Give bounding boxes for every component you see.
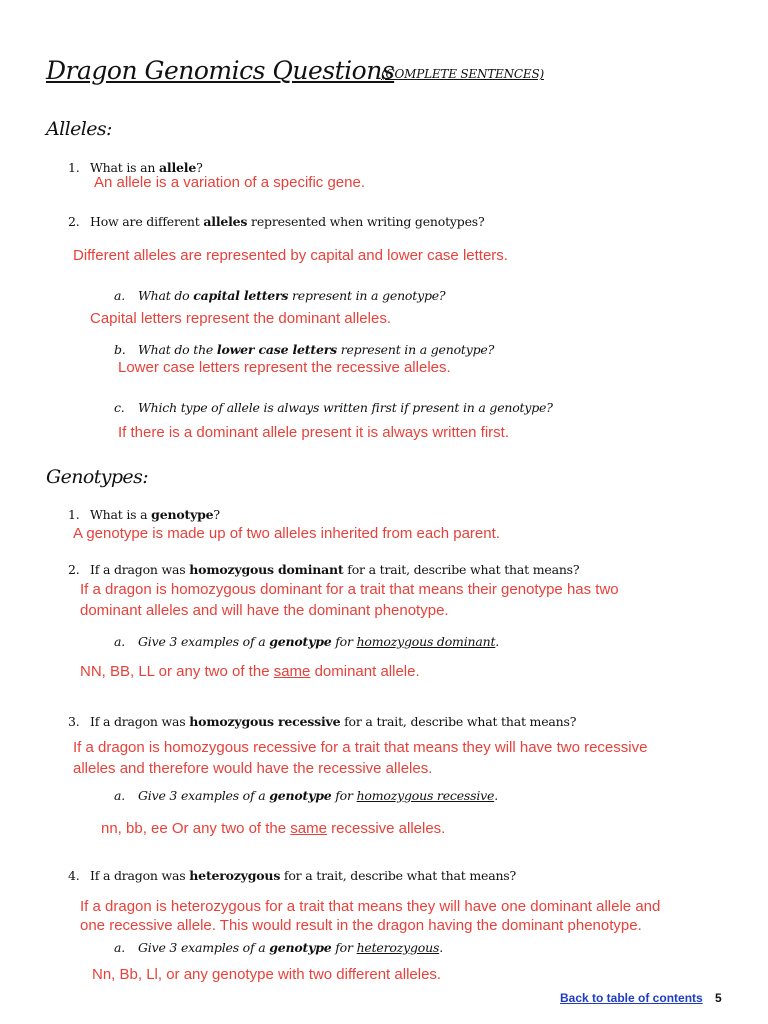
question-genotype-2: 2. If a dragon was homozygous dominant for a trait, describe what that means? bbox=[68, 562, 580, 577]
question-allele-2b: b. What do the lower case letters represent in a genotype? bbox=[114, 342, 495, 357]
section-heading-alleles: Alleles: bbox=[46, 118, 112, 140]
question-genotype-4: 4. If a dragon was heterozygous for a trait, describe what that means? bbox=[68, 868, 517, 883]
page-subtitle: (COMPLETE SENTENCES) bbox=[381, 67, 544, 81]
question-genotype-4a: a. Give 3 examples of a genotype for heterozygous. bbox=[114, 940, 443, 955]
answer-genotype-3a: nn, bb, ee Or any two of the same recessive alleles. bbox=[101, 820, 446, 837]
answer-allele-2a: Capital letters represent the dominant alleles. bbox=[90, 310, 391, 327]
question-genotype-3: 3. If a dragon was homozygous recessive for a trait, describe what that means? bbox=[68, 714, 577, 729]
answer-genotype-1: A genotype is made up of two alleles inherited from each parent. bbox=[73, 525, 500, 542]
question-genotype-1: 1. What is a genotype? bbox=[68, 507, 220, 522]
page-title: Dragon Genomics Questions bbox=[46, 56, 395, 85]
answer-genotype-2a: NN, BB, LL or any two of the same dominant allele. bbox=[80, 663, 420, 680]
question-genotype-3a: a. Give 3 examples of a genotype for homozygous recessive. bbox=[114, 788, 498, 803]
answer-genotype-2-line2: dominant alleles and will have the dominant phenotype. bbox=[80, 602, 449, 619]
answer-genotype-3-line1: If a dragon is homozygous recessive for a trait that means they will have two recessive bbox=[73, 739, 648, 756]
answer-allele-2c: If there is a dominant allele present it is always written first. bbox=[118, 424, 509, 441]
answer-genotype-3-line2: alleles and therefore would have the recessive alleles. bbox=[73, 760, 433, 777]
question-genotype-2a: a. Give 3 examples of a genotype for homozygous dominant. bbox=[114, 634, 500, 649]
answer-genotype-4-line2: one recessive allele. This would result in the dragon having the dominant phenotype. bbox=[80, 917, 642, 934]
question-allele-2c: c. Which type of allele is always written first if present in a genotype? bbox=[114, 400, 553, 415]
answer-allele-1: An allele is a variation of a specific gene. bbox=[94, 174, 365, 191]
question-allele-2a: a. What do capital letters represent in a genotype? bbox=[114, 288, 446, 303]
answer-allele-2: Different alleles are represented by capital and lower case letters. bbox=[73, 247, 508, 264]
answer-genotype-4-line1: If a dragon is heterozygous for a trait that means they will have one dominant allele and bbox=[80, 898, 661, 915]
back-to-toc-link[interactable]: Back to table of contents bbox=[560, 991, 703, 1005]
question-allele-2: 2. How are different alleles represented when writing genotypes? bbox=[68, 214, 485, 229]
answer-allele-2b: Lower case letters represent the recessive alleles. bbox=[118, 359, 451, 376]
section-heading-genotypes: Genotypes: bbox=[46, 466, 149, 488]
answer-genotype-4a: Nn, Bb, Ll, or any genotype with two different alleles. bbox=[92, 966, 442, 983]
answer-genotype-2-line1: If a dragon is homozygous dominant for a trait that means their genotype has two bbox=[80, 581, 619, 598]
page-number: 5 bbox=[715, 991, 722, 1005]
question-allele-1: 1. What is an allele? bbox=[68, 160, 203, 175]
